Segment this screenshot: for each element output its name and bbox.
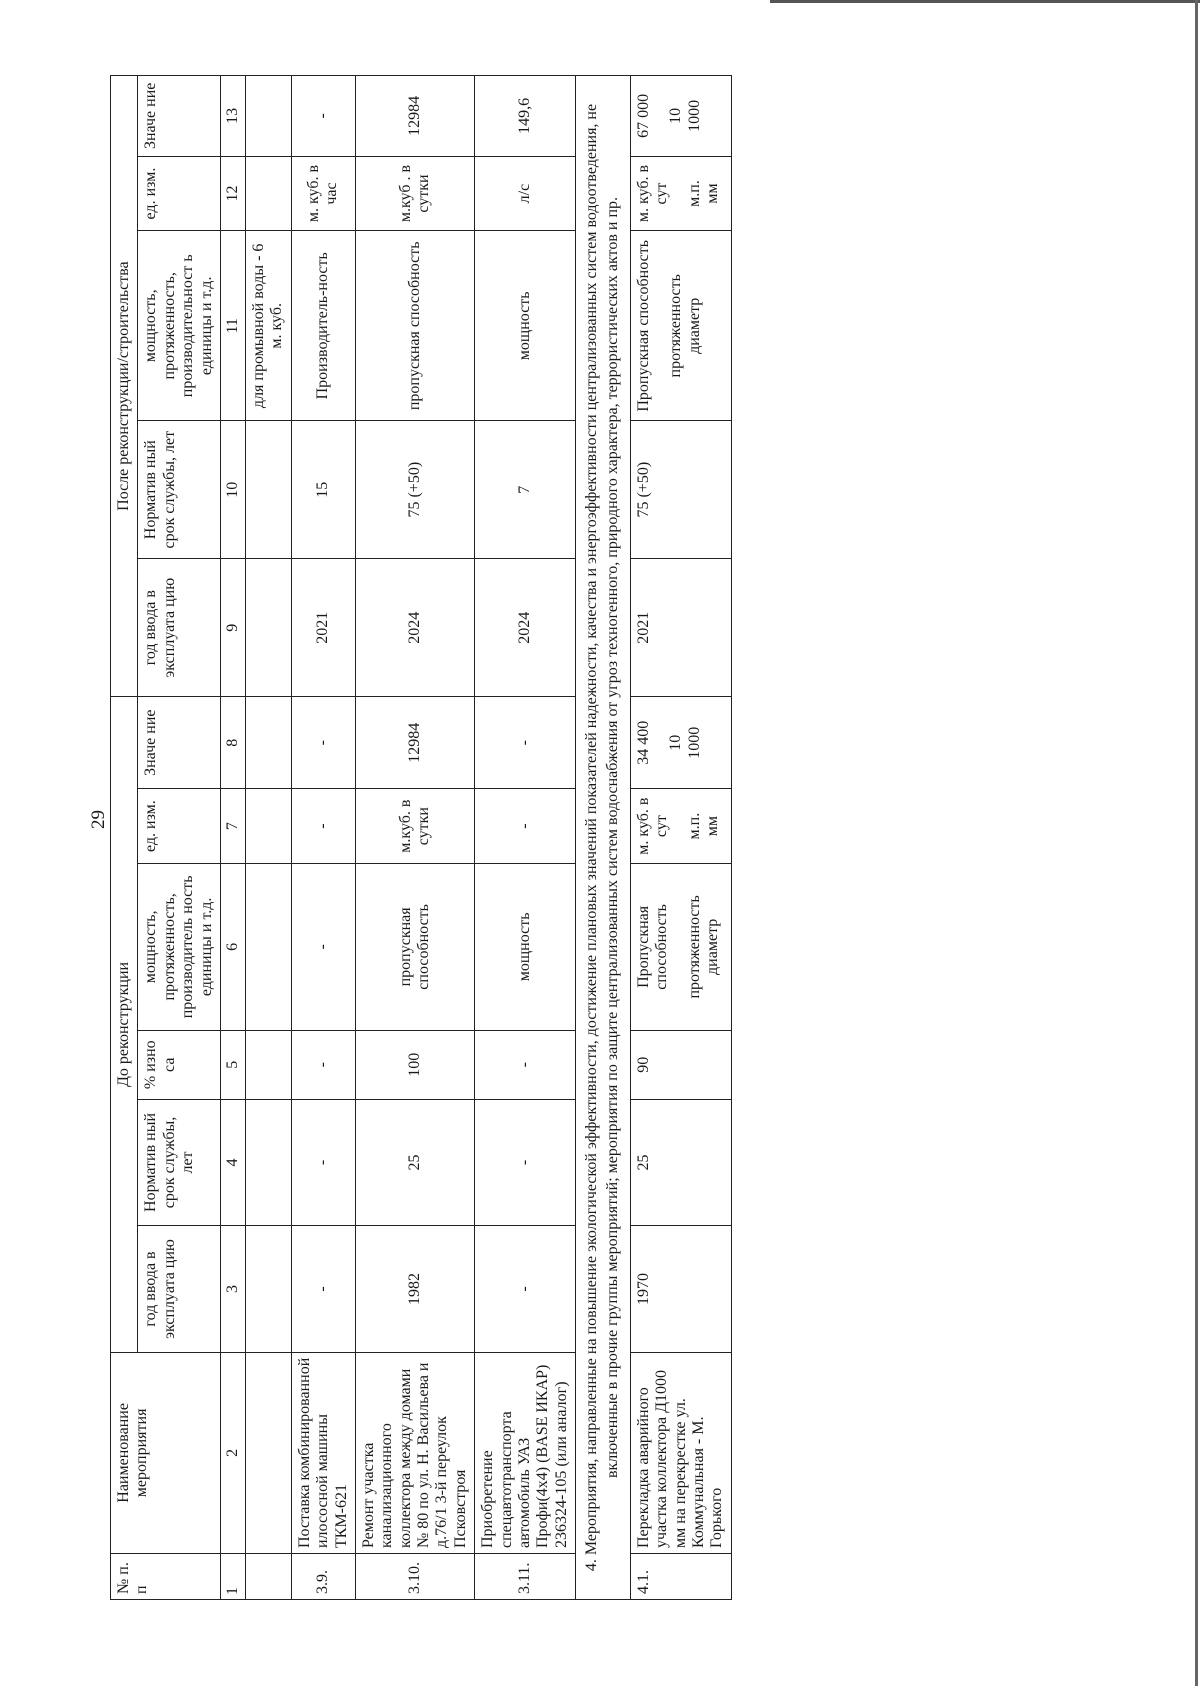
row-year-after: 2024 xyxy=(475,559,576,697)
header-value-before: Значе ние xyxy=(138,697,221,789)
measures-table xyxy=(110,75,732,1600)
row-value-after: 12984 xyxy=(355,76,474,157)
value-line: 34 400 xyxy=(634,720,652,765)
row-year-before: 1970 xyxy=(630,1226,731,1353)
unit-line: м.п. xyxy=(685,180,703,207)
header-after: После реконструкции/строительства xyxy=(111,76,138,697)
col-number: 10 xyxy=(220,421,245,559)
table-row xyxy=(355,76,474,1600)
col-number: 5 xyxy=(220,1030,245,1099)
row-norm-before: 25 xyxy=(355,1099,474,1226)
header-year-before: год ввода в эксплуата цию xyxy=(138,1226,221,1353)
row-norm-after: 75 (+50) xyxy=(355,421,474,559)
row-norm-after: 15 xyxy=(291,421,355,559)
row-unit-after: м.куб . в сутки xyxy=(355,156,474,231)
header-before: До реконструкции xyxy=(111,697,138,1353)
col-number: 2 xyxy=(220,1352,245,1553)
table-row xyxy=(291,76,355,1600)
row-capacity-after: мощность xyxy=(475,231,576,421)
capacity-line: протяженность xyxy=(667,274,685,378)
row-capacity-before xyxy=(630,863,731,1030)
col-number: 11 xyxy=(220,231,245,421)
header-year-after: год ввода в эксплуата цию xyxy=(138,559,221,697)
header-norm-after: Норматив ный срок службы, лет xyxy=(138,421,221,559)
value-line: 10 xyxy=(667,107,685,124)
col-number: 7 xyxy=(220,789,245,864)
capacity-line: Пропускная способность xyxy=(634,239,652,412)
header-capacity-after: мощность, протяженность, производительност ь единицы и т.д. xyxy=(138,231,221,421)
header-unit-after: ед. изм. xyxy=(138,156,221,231)
page-number: 29 xyxy=(88,810,109,829)
row-year-before: 1982 xyxy=(355,1226,474,1353)
row-wear: 100 xyxy=(355,1030,474,1099)
col-number: 6 xyxy=(220,863,245,1030)
row-year-before: - xyxy=(291,1226,355,1353)
value-line: 1000 xyxy=(685,726,703,759)
header-norm-before: Норматив ный срок службы, лет xyxy=(138,1099,221,1226)
row-wear: - xyxy=(291,1030,355,1099)
capacity-line: протяженность xyxy=(685,895,703,999)
col-number: 9 xyxy=(220,559,245,697)
rotated-table-container xyxy=(110,75,990,1600)
row-unit-before: - xyxy=(475,789,576,864)
col-number: 8 xyxy=(220,697,245,789)
row-value-after xyxy=(630,76,731,157)
row-year-before: - xyxy=(475,1226,576,1353)
row-name: Приобретение спецавтотранспорта автомобиль УАЗ Профи(4х4) (BASE ИКАР) 236324-105 (или аналог) xyxy=(475,1352,576,1553)
row-capacity-after: Производитель-ность xyxy=(291,231,355,421)
col-number: 1 xyxy=(220,1554,245,1600)
row-capacity-after: пропускная способность xyxy=(355,231,474,421)
header-num: № п. п xyxy=(111,1554,221,1600)
row-value-after: - xyxy=(291,76,355,157)
unit-line: м. куб. в сут xyxy=(634,164,671,223)
col-number: 13 xyxy=(220,76,245,157)
unit-line: м.п. xyxy=(685,812,703,840)
row-norm-before: 25 xyxy=(630,1099,731,1226)
capacity-line: диаметр xyxy=(703,918,721,975)
unit-line: м. куб. в сут xyxy=(634,797,671,855)
row-capacity-before: пропускная способность xyxy=(355,863,474,1030)
row-name: Ремонт участка канализационного коллектора между домами № 80 по ул. Н. Васильева и д.76/1 3-й переулок Псковстроя xyxy=(355,1352,474,1553)
col-number: 12 xyxy=(220,156,245,231)
row-norm-before: - xyxy=(475,1099,576,1226)
col-number: 3 xyxy=(220,1226,245,1353)
row-unit-after: л/с xyxy=(475,156,576,231)
header-row-1 xyxy=(111,76,138,1600)
header-wear: % изно са xyxy=(138,1030,221,1099)
row-num: 3.9. xyxy=(291,1554,355,1600)
capacity-line: Пропускная способность xyxy=(634,904,671,990)
value-line: 67 000 xyxy=(634,93,652,138)
row-value-before: 12984 xyxy=(355,697,474,789)
row-num: 4.1. xyxy=(630,1554,731,1600)
value-line: 10 xyxy=(667,734,685,751)
row-num: 3.11. xyxy=(475,1554,576,1600)
row-unit-after xyxy=(630,156,731,231)
row-unit-before: - xyxy=(291,789,355,864)
row-year-after: 2021 xyxy=(630,559,731,697)
header-unit-before: ед. изм. xyxy=(138,789,221,864)
row-norm-before: - xyxy=(291,1099,355,1226)
header-capacity-before: мощность, протяженность, производитель ность единицы и т.д. xyxy=(138,863,221,1030)
scan-top-edge xyxy=(770,0,1200,3)
row-value-after: 149,6 xyxy=(475,76,576,157)
row-capacity-before: мощность xyxy=(475,863,576,1030)
row-unit-before: м.куб. в сутки xyxy=(355,789,474,864)
row-value-before: - xyxy=(475,697,576,789)
capacity-line: диаметр xyxy=(685,297,703,354)
unit-line: мм xyxy=(703,183,721,204)
row-norm-after: 7 xyxy=(475,421,576,559)
carry-over-capacity: для промывной воды - 6 м. куб. xyxy=(245,231,291,421)
col-number: 4 xyxy=(220,1099,245,1226)
table-row xyxy=(630,76,731,1600)
column-numbers-row xyxy=(220,76,245,1600)
row-name: Перекладка аварийного участка коллектора Д1000 мм на перекрестке ул. Коммунальная - М. Горького xyxy=(630,1352,731,1553)
row-name: Поставка комбинированной илососной машины ТКМ-621 xyxy=(291,1352,355,1553)
carry-over-row xyxy=(245,76,291,1600)
header-name: Наименование мероприятия xyxy=(111,1352,221,1553)
row-unit-before xyxy=(630,789,731,864)
row-value-before: - xyxy=(291,697,355,789)
header-value-after: Значе ние xyxy=(138,76,221,157)
row-capacity-after xyxy=(630,231,731,421)
row-value-before xyxy=(630,697,731,789)
scan-right-edge xyxy=(1195,0,1198,1686)
row-capacity-before: - xyxy=(291,863,355,1030)
value-line: 1000 xyxy=(685,99,703,132)
section-4-row xyxy=(576,76,631,1600)
row-unit-after: м. куб. в час xyxy=(291,156,355,231)
unit-line: мм xyxy=(703,815,721,837)
row-year-after: 2021 xyxy=(291,559,355,697)
section-4-text: 4. Мероприятия, направленные на повышение экологической эффективности, достижение плановых значений показателей надежности, качества и энергоэффективности централизованных систем водоотведения, не включенные в прочие группы мероприятий; мероприятия по защите централизованных систем водоснабжения от угроз техногенного, природного характера, террористических актов и пр. xyxy=(583,103,621,1572)
table-row xyxy=(475,76,576,1600)
row-norm-after: 75 (+50) xyxy=(630,421,731,559)
row-year-after: 2024 xyxy=(355,559,474,697)
row-wear: - xyxy=(475,1030,576,1099)
row-num: 3.10. xyxy=(355,1554,474,1600)
row-wear: 90 xyxy=(630,1030,731,1099)
